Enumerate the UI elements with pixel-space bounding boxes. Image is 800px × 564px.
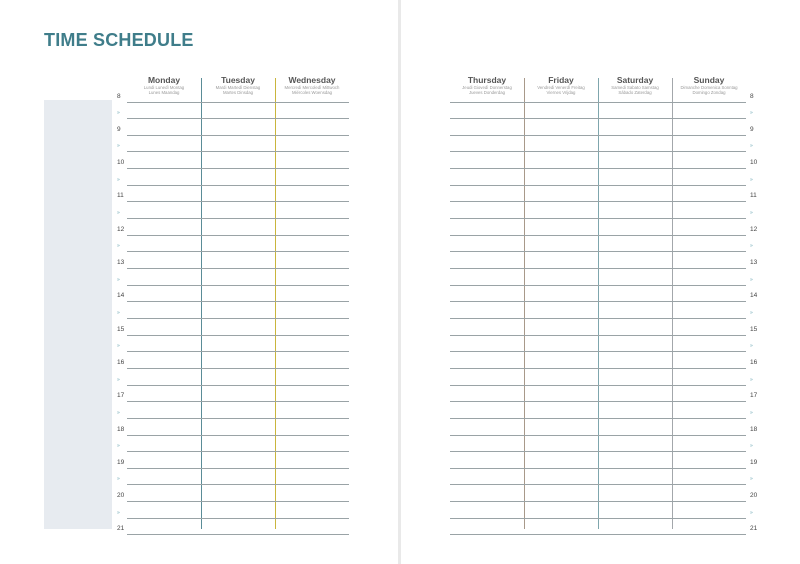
time-row-line bbox=[127, 534, 349, 535]
day-translations: Jueves Donderdag bbox=[468, 90, 506, 96]
time-row-line bbox=[127, 118, 349, 119]
hour-label: 13 bbox=[117, 259, 125, 266]
time-row-line bbox=[450, 368, 746, 369]
half-hour-marker: » bbox=[117, 443, 120, 450]
hour-label: 10 bbox=[750, 159, 758, 167]
hour-label: 19 bbox=[750, 458, 758, 466]
time-row-line bbox=[127, 335, 349, 336]
time-row-line bbox=[450, 518, 746, 519]
time-row-line bbox=[450, 102, 746, 103]
time-row-line bbox=[127, 351, 349, 352]
day-translations: Mardi Martedì Dienstag bbox=[215, 85, 261, 90]
time-row-line bbox=[450, 335, 746, 336]
day-divider-line bbox=[201, 78, 202, 529]
half-hour-marker: » bbox=[117, 176, 120, 183]
half-hour-marker: » bbox=[750, 343, 753, 350]
hour-label: 17 bbox=[117, 392, 125, 400]
hour-label: 10 bbox=[117, 159, 125, 167]
time-row-line bbox=[450, 268, 746, 269]
time-row-line bbox=[127, 218, 349, 219]
time-row-line bbox=[127, 501, 349, 502]
hour-label: 14 bbox=[750, 292, 758, 300]
half-hour-marker: » bbox=[117, 243, 120, 250]
notes-panel bbox=[44, 100, 112, 529]
time-row-line bbox=[127, 318, 349, 319]
time-row-line bbox=[127, 385, 349, 386]
time-row-line bbox=[127, 151, 349, 152]
day-name: Wednesday bbox=[288, 75, 336, 85]
half-hour-marker: » bbox=[117, 276, 120, 283]
time-row-line bbox=[450, 201, 746, 202]
half-hour-marker: » bbox=[750, 243, 753, 250]
time-row-line bbox=[450, 235, 746, 236]
time-row-line bbox=[450, 135, 746, 136]
time-row-line bbox=[127, 268, 349, 269]
time-row-line bbox=[450, 385, 746, 386]
hour-label: 20 bbox=[750, 492, 758, 500]
half-hour-marker: » bbox=[750, 476, 753, 483]
half-hour-marker: » bbox=[750, 376, 753, 383]
time-row-line bbox=[127, 418, 349, 419]
time-row-line bbox=[127, 168, 349, 169]
day-header-friday bbox=[524, 75, 598, 95]
time-row-line bbox=[450, 501, 746, 502]
time-row-line bbox=[450, 451, 746, 452]
half-hour-marker: » bbox=[117, 210, 120, 217]
hour-label: 8 bbox=[117, 92, 121, 100]
hour-label: 11 bbox=[117, 192, 124, 200]
day-header-thursday bbox=[450, 75, 524, 95]
hour-label: 9 bbox=[750, 125, 754, 133]
time-row-line bbox=[450, 484, 746, 485]
day-translations: Sábado Zaterdag bbox=[618, 90, 652, 96]
day-translations: Dimanche Domenica Sonntag bbox=[680, 85, 738, 90]
day-divider-line bbox=[598, 78, 599, 529]
day-divider-line bbox=[672, 78, 673, 529]
time-row-line bbox=[127, 235, 349, 236]
day-translations: Lunes Maandag bbox=[148, 90, 180, 96]
time-row-line bbox=[127, 285, 349, 286]
day-translations: Lundi Lunedì Montag bbox=[143, 85, 185, 90]
time-row-line bbox=[127, 435, 349, 436]
hour-label: 12 bbox=[750, 225, 758, 233]
time-row-line bbox=[127, 518, 349, 519]
time-row-line bbox=[450, 351, 746, 352]
day-name: Saturday bbox=[616, 75, 654, 85]
time-row-line bbox=[450, 418, 746, 419]
hour-label: 16 bbox=[117, 358, 125, 366]
hour-label: 11 bbox=[750, 192, 757, 200]
time-row-line bbox=[127, 401, 349, 402]
day-name: Tuesday bbox=[221, 75, 255, 85]
hour-label: 14 bbox=[117, 292, 125, 300]
hour-label: 15 bbox=[117, 325, 125, 333]
hour-label: 12 bbox=[117, 225, 125, 233]
day-translations: Viernes Vrijdag bbox=[546, 90, 576, 96]
hour-label: 18 bbox=[750, 425, 758, 433]
day-translations: Vendredi Venerdì Freitag bbox=[537, 85, 585, 90]
half-hour-marker: » bbox=[750, 443, 753, 450]
half-hour-marker: » bbox=[117, 409, 120, 416]
day-translations: Jeudi Giovedì Donnerstag bbox=[462, 85, 512, 90]
half-hour-marker: » bbox=[117, 309, 120, 316]
day-translations: Domingo Zondag bbox=[692, 90, 726, 96]
day-header-saturday bbox=[598, 75, 672, 95]
time-row-line bbox=[450, 251, 746, 252]
half-hour-marker: » bbox=[750, 309, 753, 316]
page-title: TIME SCHEDULE bbox=[44, 30, 194, 50]
half-hour-marker: » bbox=[117, 110, 120, 117]
time-row-line bbox=[450, 185, 746, 186]
hour-label: 20 bbox=[117, 492, 125, 500]
half-hour-marker: » bbox=[750, 509, 753, 516]
time-row-line bbox=[127, 301, 349, 302]
half-hour-marker: » bbox=[750, 210, 753, 217]
time-row-line bbox=[127, 251, 349, 252]
hour-label: 17 bbox=[750, 392, 758, 400]
time-row-line bbox=[127, 451, 349, 452]
half-hour-marker: » bbox=[750, 143, 753, 150]
day-translations: Miércoles Woensdag bbox=[291, 90, 333, 96]
day-header-sunday bbox=[672, 75, 746, 95]
day-divider-line bbox=[275, 78, 276, 529]
time-row-line bbox=[127, 135, 349, 136]
day-translations: Samedi Sabato Samstag bbox=[611, 85, 659, 90]
time-row-line bbox=[450, 285, 746, 286]
hour-label: 21 bbox=[750, 525, 758, 533]
day-header-wednesday bbox=[275, 75, 349, 95]
hour-label: 16 bbox=[750, 358, 758, 366]
day-header-monday bbox=[127, 75, 201, 95]
day-name: Monday bbox=[147, 75, 181, 85]
hour-label: 9 bbox=[117, 125, 121, 133]
time-row-line bbox=[127, 201, 349, 202]
time-row-line bbox=[450, 151, 746, 152]
time-row-line bbox=[127, 102, 349, 103]
time-row-line bbox=[127, 368, 349, 369]
day-header-tuesday bbox=[201, 75, 275, 95]
half-hour-marker: » bbox=[117, 509, 120, 516]
half-hour-marker: » bbox=[750, 176, 753, 183]
half-hour-marker: » bbox=[750, 110, 753, 117]
time-row-line bbox=[127, 468, 349, 469]
half-hour-marker: » bbox=[117, 476, 120, 483]
hour-label: 13 bbox=[750, 259, 758, 266]
time-row-line bbox=[450, 401, 746, 402]
time-row-line bbox=[127, 185, 349, 186]
day-translations: Mercredi Mercoledì Mittwoch bbox=[284, 85, 340, 90]
time-row-line bbox=[450, 468, 746, 469]
day-divider-line bbox=[524, 78, 525, 529]
time-row-line bbox=[450, 301, 746, 302]
time-row-line bbox=[450, 435, 746, 436]
time-row-line bbox=[450, 118, 746, 119]
half-hour-marker: » bbox=[750, 276, 753, 283]
half-hour-marker: » bbox=[117, 343, 120, 350]
hour-label: 15 bbox=[750, 325, 758, 333]
day-name: Friday bbox=[548, 75, 574, 85]
day-name: Thursday bbox=[467, 75, 507, 85]
half-hour-marker: » bbox=[117, 376, 120, 383]
time-row-line bbox=[450, 534, 746, 535]
day-translations: Martes Dinsdag bbox=[222, 90, 254, 96]
time-row-line bbox=[450, 318, 746, 319]
hour-label: 8 bbox=[750, 92, 754, 100]
time-row-line bbox=[450, 218, 746, 219]
time-row-line bbox=[450, 168, 746, 169]
hour-label: 19 bbox=[117, 458, 125, 466]
half-hour-marker: » bbox=[750, 409, 753, 416]
half-hour-marker: » bbox=[117, 143, 120, 150]
left-page bbox=[0, 0, 399, 564]
time-row-line bbox=[127, 484, 349, 485]
hour-label: 18 bbox=[117, 425, 125, 433]
day-name: Sunday bbox=[693, 75, 725, 85]
right-page bbox=[401, 0, 800, 564]
hour-label: 21 bbox=[117, 525, 125, 533]
